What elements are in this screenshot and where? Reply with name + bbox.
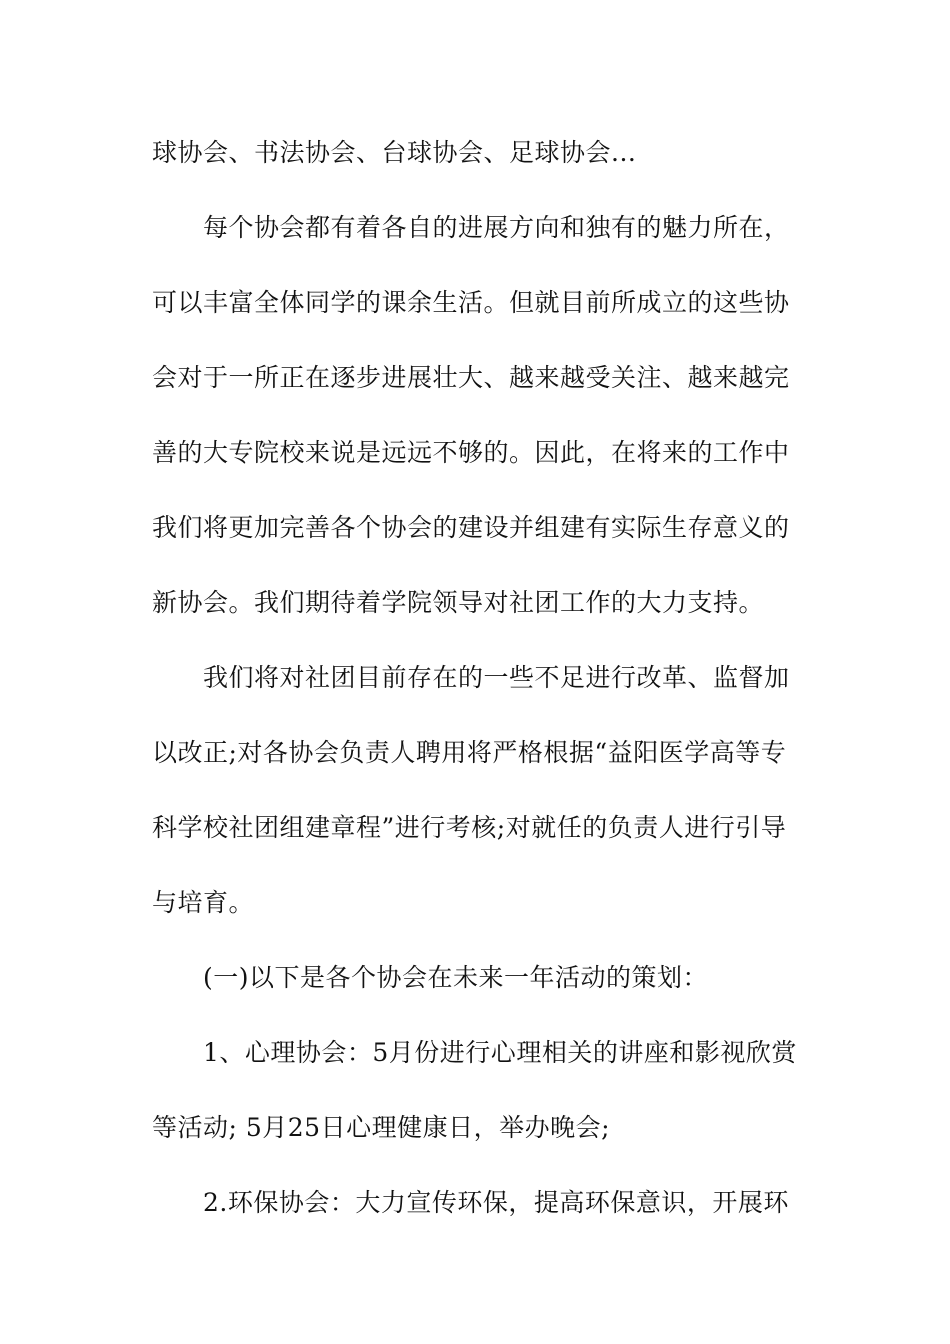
text-line: 我们将更加完善各个协会的建设并组建有实际生存意义的 — [152, 513, 790, 542]
text-line: 可以丰富全体同学的课余生活。但就目前所成立的这些协 — [152, 288, 790, 317]
text-line: 球协会、书法协会、台球协会、足球协会... — [152, 138, 637, 167]
paragraph-start-line: 每个协会都有着各自的进展方向和独有的魅力所在， — [203, 213, 790, 242]
list-item-line: 1、心理协会：5月份进行心理相关的讲座和影视欣赏 — [203, 1038, 797, 1067]
text-line: 等活动; 5月25日心理健康日，举办晚会; — [152, 1113, 611, 1142]
text-line: 科学校社团组建章程”进行考核;对就任的负责人进行引导 — [152, 813, 787, 842]
text-line: 与培育。 — [152, 888, 255, 917]
text-line: 善的大专院校来说是远远不够的。因此，在将来的工作中 — [152, 438, 790, 467]
section-heading-line: (一)以下是各个协会在未来一年活动的策划： — [203, 963, 709, 992]
text-line: 会对于一所正在逐步进展壮大、越来越受关注、越来越完 — [152, 363, 790, 392]
text-line: 新协会。我们期待着学院领导对社团工作的大力支持。 — [152, 588, 765, 617]
list-item-line: 2.环保协会：大力宣传环保，提高环保意识，开展环 — [203, 1188, 789, 1217]
text-line: 以改正;对各协会负责人聘用将严格根据“益阳医学高等专 — [152, 738, 787, 767]
paragraph-start-line: 我们将对社团目前存在的一些不足进行改革、监督加 — [203, 663, 790, 692]
